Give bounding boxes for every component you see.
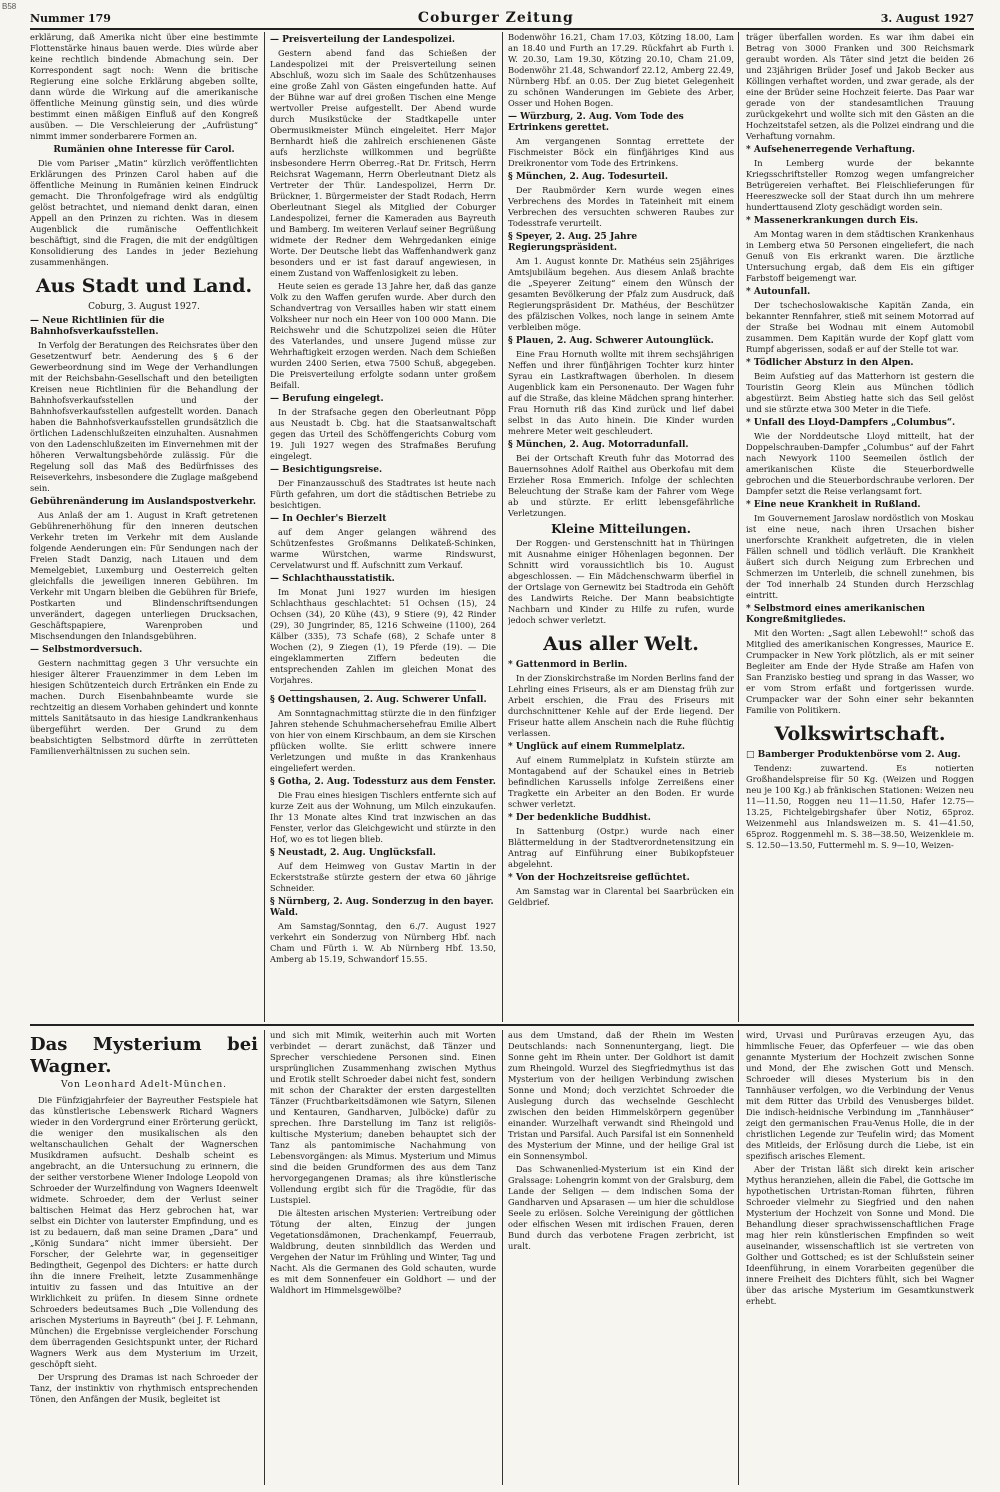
article-text: Auf einem Rummelplatz in Kufstein stürzte am Montagabend auf der Schaukel eines in Betrieb befindlichen Karussells infolge Zerreißens einer Tragkette ein Arbeiter an den Boden. Er wurde schwer verletzt. [508, 755, 734, 809]
article-text: Am Sonntagnachmittag stürzte die in den fünfziger Jahren stehende Schuhmachersehefrau Emilie Albert von hier von einem Kirschbaum, an dem sie Kirschen pflücken wollte. Sie erlitt schwere innere Verletzungen und mußte in das Krankenhaus eingeliefert werden. [270, 708, 496, 773]
column-4 [746, 32, 974, 1022]
article-heading: § Neustadt, 2. Aug. Unglücksfall. [270, 848, 436, 858]
article-text: Am vergangenen Sonntag errettete der Fischmeister Böck ein fünfjähriges Kind aus Dreikronentor vom Tode des Ertrinkens. [508, 136, 734, 168]
article-heading: * Gattenmord in Berlin. [508, 660, 628, 670]
feuilleton-title: Das Mysterium bei Wagner. [30, 1034, 258, 1077]
article-text: Aber der Tristan läßt sich direkt kein arischer Mythus heranziehen, allein die Fabel, die Gottsche im hypothetischen Urtristan-Roman führten, führen Schroeder vielmehr zu Siegfried und den nahen Mysterium der Hochzeit von Sonne und Mond. Die Behandlung dieser sprachwissenschaftlichen Frage mag hier rein künstlerischen Empfinden so weit auseinander, wissenschaftlich ist sie vertreten von Golther und Gottsched; es ist der Schlußstein seiner Ideenführung, in einem Vorarbeiten gegenüber die innere Freiheit des Dichters fühlt, sich bei Wagner über das arische Mysterium im Gesamtkunstwerk erhebt. [746, 1164, 974, 1306]
article-heading: § München, 2. Aug. Motorradunfall. [508, 440, 689, 450]
divider [290, 690, 476, 691]
article-text: Am Samstag war in Clarental bei Saarbrücken ein Geldbrief. [508, 886, 734, 907]
article-text: Der Roggen- und Gerstenschnitt hat in Thüringen mit Ausnahme einiger Höhenlagen begonnen. Der Schnitt wird voraussichtlich bis 10. August abgeschlossen. — Ein Mädchenschwarm überfiel in der Ortslage von Gernewitz bei Stadtroda ein Gehöft des Landwirts Reiche. Der Mann beabsichtigte Nachbarn und Kinder zu Hilfe zu rufen, wurde jedoch schwer verletzt. [508, 538, 734, 625]
column-3 [508, 32, 734, 1022]
article-text: wird, Urvasi und Purûravas erzeugen Ayu, das himmlische Feuer, das Opferfeuer — wie das oben genannte Mysterium der Hochzeit zwischen Sonne und Mond, der Ehe zwischen Gott und Mensch. Schroeder will dieses Mysterium bis in den Tannhäuser verfolgen, wo die Verbindung der Venus mit dem Ritter das Urbild des Venusberges bildet. Die indisch-heidnische Verbindung im „Tannhäuser“ zeigt den germanischen Frau-Venus Holle, die in der christlichen Legende zur Teufelin wird; das Moment des Mitleids, der Erlösung durch die Liebe, ist ein spezifisch arisches Element. [746, 1030, 974, 1161]
column-rule [264, 1030, 265, 1485]
column-2 [270, 32, 496, 1022]
upper-columns [30, 32, 974, 1022]
column-rule [502, 1030, 503, 1485]
section-title: Aus Stadt und Land. [35, 275, 253, 297]
article-heading: — In Oechler's Bierzelt [270, 514, 387, 524]
article-text: Eine Frau Hornuth wollte mit ihrem sechsjährigen Neffen und ihrer fünfjährigen Tochter kurz hinter Syrau ein Lastkraftwagen überholen. In diesem Augenblick kam ein Personenauto. Der Wagen fuhr auf die Straße, das kleine Mädchen sprang hinterher. Frau Hornuth riß das Kind zurück und lief dabei selbst in das Auto hinein. Die Kinder wurden mehrere Meter weit geschleudert. [508, 349, 734, 436]
article-text: Im Monat Juni 1927 wurden im hiesigen Schlachthaus geschlachtet: 51 Ochsen (15), 24 Ochsen (34), 20 Kühe (43), 9 Stiere (9), 42 Rinder (29), 30 Jungrinder, 85, 1216 Schweine (1100), 264 Kälber (335), 73 Schafe (68), 2 Schafe unter 8 Wochen (2), 9 Ziegen (1), 19 Pferde (19). — Die eingeklammerten Ziffern bedeuten die entsprechenden Zahlen im gleichen Monat des Vorjahres. [270, 587, 496, 685]
article-text: erklärung, daß Amerika nicht über eine bestimmte Flottenstärke hinaus bauen werde. Dies würde aber keine rechtlich bindende Abmachung sein. Der Korrespondent sagt noch: Wenn die britische Regierung eine solche Erklärung abgeben sollte, dann würde die Wirkung auf die amerikanische öffentliche Meinung günstig sein, und dies würde bestimmt einen mäßigen Einfluß auf den Kongreß ausüben. — Die Verschleierung der „Aufrüstung“ nimmt immer sonderbarere Formen an. [30, 32, 258, 141]
article-text: träger überfallen worden. Es war ihm dabei ein Betrag von 3000 Franken und 300 Reichsmark geraubt worden. Als Täter sind jetzt die beiden 26 und 23jährigen Brüder Josef und Jakob Becker aus Köllingen verhaftet worden, und zwar gerade, als der eine der Brüder seine Hochzeit feierte. Das Paar war gerade von der standesamtlichen Trauung zurückgekehrt und wollte sich mit den Gästen an die Hochzeitstafel setzen, als die Polizei eindrang und die Verhaftung vornahm. [746, 32, 974, 141]
issue-date: 3. August 1927 [880, 12, 974, 25]
article-text: und sich mit Mimik, weiterhin auch mit Worten verbindet — derart zunächst, daß Tänzer und Sprecher verschiedene Personen sind. Einen ursprünglichen Zusammenhang zwischen Mythus und Erotik stellt Schroeder dabei nicht fest, sondern mit schon der Charakter der ersten dargestellten Tänzer (Fruchtbarkeitsdämonen wie Satyrn, Silenen und Kentauren, Gandharven, Julböcke) dafür zu sprechen. Ihre Darstellung im Tanz ist religiös-kultische Mysterium; daneben behauptet sich der Tanz als pantomimische Nachahmung von Lebensvorgängen: als Mimus. Mysterium und Mimus sind die beiden Grundformen des aus dem Tanz hervorgegangenen Dramas; als ihre künstlerische Vollendung ergibt sich für die Tragödie, für das Lustspiel. [270, 1030, 496, 1205]
article-text: Der Ursprung des Dramas ist nach Schroeder der Tanz, der instinktiv von rhythmisch entsprechenden Tönen, den Anfängen der Musik, begleitet ist [30, 1372, 258, 1404]
article-heading: * Unfall des Lloyd-Dampfers „Columbus“. [746, 418, 956, 428]
article-heading: § Speyer, 2. Aug. 25 Jahre Regierungspräsident. [508, 232, 638, 253]
dateline: Coburg, 3. August 1927. [88, 302, 200, 312]
article-text: Am 1. August konnte Dr. Mathéus sein 25jähriges Amtsjubiläum begehen. Aus diesem Anlaß brachte die „Speyerer Zeitung“ einem den Wünsch der gesamten Bevölkerung der Pfalz zum Ausdruck, daß Regierungspräsident Dr. Mathéus, der Beschützer des pfälzischen Volkes, noch lange in seinem Amte verbleiben möge. [508, 256, 734, 332]
article-heading: — Würzburg, 2. Aug. Vom Tode des Ertrinkens gerettet. [508, 112, 684, 133]
article-heading: * Der bedenkliche Buddhist. [508, 813, 651, 823]
article-heading: * Aufsehenerregende Verhaftung. [746, 145, 916, 155]
article-text: Tendenz: zuwartend. Es notierten Großhandelspreise für 50 Kg. (Weizen und Roggen neu je 100 Kg.) ab fränkischen Stationen: Weizen neu 11—11.50, Roggen neu 11—11.50, Hafer 12.75—13.25, Fichtelgebirgshafer über Notiz, 65proz. Weizenmehl aus Inlandsweizen m. S. 41—41.50, 65proz. Roggenmehl m. S. 38—38.50, Weizenkleie m. S. 12.50—13.50, Futtermehl m. S. 9—10, Weizen- [746, 763, 974, 850]
article-text: Das Schwanenlied-Mysterium ist ein Kind der Gralssage: Lohengrin kommt von der Gralsburg, dem Lande der Seligen — dem indischen Soma der Gandharven und Apsarasen — um hier die schuldlose Seele zu erlösen. Solche Vereinigung der göttlichen oder elfischen Wesen mit irdischen Frauen, deren Bund durch das verbotene Fragen zerbricht, ist uralt. [508, 1164, 734, 1251]
article-heading: § Nürnberg, 2. Aug. Sonderzug in den bayer. Wald. [270, 897, 494, 918]
article-heading: □ Bamberger Produktenbörse vom 2. Aug. [746, 750, 961, 760]
article-text: Am Samstag/Sonntag, den 6./7. August 1927 verkehrt ein Sonderzug von Nürnberg Hbf. nach Cham und Fürth i. W. Ab Nürnberg Hbf. 13.50, Amberg ab 15.19, Schwandorf 15.55. [270, 921, 496, 964]
feuilleton-column-2 [270, 1030, 496, 1485]
article-text: Bodenwöhr 16.21, Cham 17.03, Kötzing 18.00, Lam an 18.40 und Furth an 17.29. Rückfahrt ab Furth i. W. 20.30, Lam 19.30, Kötzing 20.10, Cham 21.09, Bodenwöhr 21.48, Schwandorf 22.12, Amberg 22.49, Nürnberg Hbf. an 0.05. Der Zug bietet Gelegenheit zu schönen Wanderungen im Gebiete des Arber, Osser und Hohen Bogen. [508, 32, 734, 108]
feuilleton-byline: Von Leonhard Adelt-München. [60, 1080, 228, 1090]
article-text: In Verfolg der Beratungen des Reichsrates über den Gesetzentwurf betr. Aenderung des § 6 der Gewerbeordnung sind im Wege der Verhandlungen mit der Reichsbahn-Gesellschaft und den beteiligten Kreisen neue Richtlinien für die Behandlung der Bahnhofsverkaufsstellen und der Bahnhofsverkaufsstellen aufgestellt worden. Danach haben die Bahnhofsverkaufsstellen grundsätzlich die örtlichen Ladenschlußzeiten einzuhalten. Ausnahmen von den Ladenschlußzeiten im Einvernehmen mit der höheren Verwaltungsbehörde zulässig. Für die Regelung soll das Maß des Bedürfnisses des Reiseverkehrs, insbesondere die Zuglage maßgebend sein. [30, 340, 258, 493]
article-text: Bei der Ortschaft Kreuth fuhr das Motorrad des Bauernsohnes Adolf Raithel aus Oberkofau mit dem Erzieher Rosa Emmerich. Infolge der schlechten Beleuchtung der Straße kam der Fahrer vom Wege ab und stürzte. Er erlitt lebensgefährliche Verletzungen. [508, 453, 734, 518]
article-heading: Gebührenänderung im Auslandspostverkehr. [30, 497, 257, 507]
article-text: Auf dem Heimweg von Gustav Martin in der Eckerststraße stürzte gestern der etwa 60 jährige Schneider. [270, 861, 496, 893]
article-heading: * Tödlicher Absturz in den Alpen. [746, 358, 914, 368]
article-text: Heute seien es gerade 13 Jahre her, daß das ganze Volk zu den Waffen gerufen wurde. Aber durch den Schandvertrag von Versailles haben wir statt einem Volksheer nur noch ein Heer von 100 000 Mann. Die Reichswehr und die Schutzpolizei seien die Hüter des Vaterlandes, und unsere Jugend müsse zur Wehrhaftigkeit erzogen werden. Nach dem Schießen wurden 2400 Serien, etwa 7500 Schuß, abgegeben. Die Preisverteilung erfolgte sodann unter großem Beifall. [270, 281, 496, 390]
article-heading: — Besichtigungsreise. [270, 465, 383, 475]
article-heading: § München, 2. Aug. Todesurteil. [508, 172, 668, 182]
page-id: B58 [2, 2, 17, 11]
article-heading: * Massenerkrankungen durch Eis. [746, 216, 919, 226]
article-text: Die Frau eines hiesigen Tischlers entfernte sich auf kurze Zeit aus der Wohnung, um Milch einzukaufen. Ihr 13 Monate altes Kind trat inzwischen an das Fenster, verlor das Gleichgewicht und stürzte in den Hof, wo es tot liegen blieb. [270, 790, 496, 844]
article-text: Die Fünfzigjahrfeier der Bayreuther Festspiele hat das künstlerische Lebenswerk Richard Wagners wieder in den Vordergrund einer Erörterung gerückt, die weniger den musikalischen als den weltanschaulichen Gehalt der Wagnerschen Musikdramen aufsucht. Deshalb scheint es angebracht, an die Untersuchung zu erinnern, die der seither verstorbene Wiener Indologe Leopold von Schroeder der Wurzelfindung von Wagners Ideenwelt widmete. Schroeder, dem der Verlust seiner baltischen Heimat das Herz gebrochen hat, war selbst ein Dichter von lauterster Empfindung, und es ist zu bedauern, daß man seine Dramen „Dara“ und „König Sundara“ nicht immer übersieht. Der Forscher, der Gelehrte war, in gegenseitiger Bedingtheit, Gegenpol des Dichters: er hatte durch ihn die innere Freiheit, letzte Zusammenhänge intuitiv zu fassen und das Intuitive an der Wirklichkeit zu prüfen. In diesem Sinne ordnete Schroeders bedeutsames Buch „Die Vollendung des arischen Mysteriums in Bayreuth“ (bei J. F. Lehmann, München) die Ergebnisse vergleichender Forschung dem überragenden Gesichtspunkt unter, der Richard Wagners Werk aus dem Mysterium im Urzeit, geschöpft sieht. [30, 1095, 258, 1369]
section-title: Volkswirtschaft. [774, 723, 946, 745]
article-heading: * Eine neue Krankheit in Rußland. [746, 500, 921, 510]
article-text: Die vom Pariser „Matin“ kürzlich veröffentlichten Erklärungen des Prinzen Carol haben auf die öffentliche Meinung in Rumänien keinen Eindruck gemacht. Die Thronfolgefrage wird als endgültig gelöst betrachtet, und niemand denkt daran, einen Appell an den Prinzen zu richten. Was in diesem Augenblick die rumänische Oeffentlichkeit beschäftigt, sind die Fragen, die mit der endgültigen Konsolidierung des Landes in jeder Beziehung zusammenhängen. [30, 158, 258, 267]
article-text: Der Finanzausschuß des Stadtrates ist heute nach Fürth gefahren, um dort die städtischen Betriebe zu besichtigen. [270, 478, 496, 510]
article-text: In der Strafsache gegen den Oberleutnant Pöpp aus Neustadt b. Cbg. hat die Staatsanwaltschaft gegen das Urteil des Schöffengerichts Coburg vom 19. Juli 1927 wegen des Strafmaßes Berufung eingelegt. [270, 407, 496, 461]
issue-number: Nummer 179 [30, 12, 111, 25]
article-text: Im Gouvernement Jaroslaw nordöstlich von Moskau ist eine neue, nach ihren Ursachen bisher unerforschte Krankheit aufgetreten, die in vielen Fällen schnell und tödlich verläuft. Die Krankheit äußert sich durch Neigung zum Erbrechen und Schmerzen im Unterleib, die schnell zunehmen, bis der Tod innerhalb 24 Stunden durch Herzschlag eintritt. [746, 513, 974, 600]
article-text: Die ältesten arischen Mysterien: Vertreibung oder Tötung der alten, Einzug der jungen Vegetationsdämonen, Drachenkampf, Feuerraub, Waldbrung, deuten sinnbildlich das Werden und Vergehen der Natur im Frühling und Winter, Tag und Nacht. Als die Germanen des Gold schauten, wurde es mit dem Sonnenfeuer ein Goldhort — und der Waldhort im Himmelsgewölbe? [270, 1208, 496, 1295]
feuilleton-column-1 [30, 1030, 258, 1485]
article-heading: — Berufung eingelegt. [270, 394, 384, 404]
article-heading: — Schlachthausstatistik. [270, 574, 395, 584]
feuilleton-column-3 [508, 1030, 734, 1485]
article-heading: * Selbstmord eines amerikanischen Kongreßmitgliedes. [746, 604, 925, 625]
article-text: Der Raubmörder Kern wurde wegen eines Verbrechens des Mordes in Tateinheit mit einem Verbrechen des versuchten schweren Raubes zur Todesstrafe verurteilt. [508, 185, 734, 228]
article-heading: § Gotha, 2. Aug. Todessturz aus dem Fenster. [270, 777, 496, 787]
section-title: Kleine Mitteilungen. [551, 522, 691, 536]
article-heading: § Plauen, 2. Aug. Schwerer Autounglück. [508, 336, 714, 346]
article-text: In der Zionskirchstraße im Norden Berlins fand der Lehrling eines Friseurs, als er am Dienstag früh zur Arbeit erschien, die Frau des Friseurs mit durchschnittener Kehle auf der Erde liegend. Der Friseur hatte allem Anschein nach die Ruhe flüchtig verlassen. [508, 673, 734, 738]
article-heading: — Selbstmordversuch. [30, 645, 143, 655]
masthead [30, 6, 974, 30]
article-text: Gestern nachmittag gegen 3 Uhr versuchte ein hiesiger älterer Frauenzimmer in dem Leben im hiesigen Schützenteich durch Ertränken ein Ende zu machen. Durch Eisenbahnbeamte wurde sie rechtzeitig an diesem Vorhaben gehindert und konnte mittels Sanitätsauto in das hiesige Landkrankenhaus übergeführt werden. Der Grund zu dem beabsichtigten Selbstmord dürfte in zerrütteten Familienverhältnissen zu suchen sein. [30, 658, 258, 756]
column-1 [30, 32, 258, 1022]
article-heading: § Oettingshausen, 2. Aug. Schwerer Unfall. [270, 695, 487, 705]
article-text: In Lemberg wurde der bekannte Kriegsschriftsteller Romzog wegen umfangreicher Betrügereien verhaftet. Bei Fleischlieferungen für Heereszwecke soll der Staat durch ihn um mehrere hunderttausend Zloty geschädigt worden sein. [746, 158, 974, 212]
article-text: Wie der Norddeutsche Lloyd mitteilt, hat der Doppelschrauben-Dampfer „Columbus“ auf der Fahrt nach Newyork 1100 Seemeilen östlich der amerikanischen Küste die Steuerbordwelle gebrochen und die Steuerbordschraube verloren. Der Dampfer setzt die Reise verlangsamt fort. [746, 431, 974, 496]
article-heading: — Preisverteilung der Landespolizei. [270, 35, 455, 45]
article-text: aus dem Umstand, daß der Rhein im Westen Deutschlands: nach Sonnenuntergang, liegt. Die Sonne geht im Rhein unter. Der Goldhort ist damit zum Rheingold. Wurzel des Siegfriedmythus ist das Mysterium von der heiligen Verbindung zwischen Sonne und Mond; doch verzichtet Schroeder die Auslegung durch das wechselnde Geschlecht zwischen den beiden Himmelskörpern gegenüber einander. Wurzelhaft verwandt sind Rheingold und Tristan und Parsifal. Auch Parsifal ist ein Sonnenheld des Mysterium der Minne, und der heilige Gral ist ein Sonnensymbol. [508, 1030, 734, 1161]
article-heading: * Von der Hochzeitsreise geflüchtet. [508, 873, 690, 883]
article-text: In Sattenburg (Ostpr.) wurde nach einer Blättermeldung in der Stadtverordnetensitzung ein Antrag auf Einführung einer Bubikopfsteuer abgelehnt. [508, 826, 734, 869]
article-text: Aus Anlaß der am 1. August in Kraft getretenen Gebührenerhöhung für den inneren deutschen Verkehr treten im Verkehr mit dem Auslande folgende Aenderungen ein: Für Sendungen nach der Freien Stadt Danzig, nach Litauen und dem Memelgebiet, Luxemburg und Oesterreich gelten gleichfalls die jeweiligen inneren Gebühren. Im Verkehr mit Ungarn bleiben die Gebühren für Briefe, Postkarten und Blindenschriftsendungen unverändert, dagegen unterliegen Drucksachen, Geschäftspapiere, Warenproben und Mischsendungen den Inlandsgebühren. [30, 510, 258, 641]
article-text: Beim Aufstieg auf das Matterhorn ist gestern die Touristin Georg Klein aus München tödlich abgestürzt. Beim Abstieg hatte sich das Seil gelöst und sie stürzte etwa 300 Meter in die Tiefe. [746, 371, 974, 414]
article-text: Der tschechoslowakische Kapitän Zanda, ein bekannter Rennfahrer, stieß mit seinem Motorrad auf der Straße bei Wodnau mit einem Automobil zusammen. Dem Kapitän wurde der Kopf glatt vom Rumpf abgerissen, sodaß er auf der Stelle tot war. [746, 300, 974, 354]
feuilleton-separator [30, 1024, 974, 1026]
feuilleton-column-4 [746, 1030, 974, 1485]
newspaper-title: Coburger Zeitung [417, 10, 574, 26]
article-heading: * Autounfall. [746, 287, 811, 297]
column-rule [738, 1030, 739, 1485]
article-heading: Rumänien ohne Interesse für Carol. [53, 145, 235, 155]
article-text: auf dem Anger gelangen während des Schützenfestes Großmanns Delikateß-Schinken, warme Würstchen, warme Rindswurst, Cervelatwurst und ff. Aufschnitt zum Verkauf. [270, 527, 496, 570]
section-title: Aus aller Welt. [543, 633, 699, 655]
article-text: Mit den Worten: „Sagt allen Lebewohl!“ schoß das Mitglied des amerikanischen Kongresses, Maurice E. Crumpacker in New York plötzlich, als er mit seiner Begleiter am Ende der Hyde Straße am Hafen von San Franzisko bestieg und sprang in das Wasser, wo er vom Strom erfaßt und fortgerissen wurde. Crumpacker war der Sohn einer sehr bekannten Familie von Politikern. [746, 628, 974, 715]
article-heading: — Neue Richtlinien für die Bahnhofsverkaufsstellen. [30, 316, 165, 337]
article-text: Gestern abend fand das Schießen der Landespolizei mit der Preisverteilung seinen Abschluß, wozu sich im Saale des Schützenhauses eine große Zahl von Gästen eingefunden hatte. Auf der Bühne war auf drei großen Tischen eine Menge wertvoller Preise aufgestellt. Der Abend wurde durch Musikstücke der Stadtkapelle unter Obermusikmeister Münch eingeleitet. Herr Major Bernhardt hieß die zahlreich erschienenen Gäste aufs herzlichste willkommen und begrüßte insbesondere Herrn Oberreg.-Rat Dr. Fritsch, Herrn Reichsrat Wagemann, Herrn Oberleutnant Dietz als Vertreter der Thür. Landespolizei, Herrn Dr. Brückner, 1. Bürgermeister der Stadt Rodach, Herrn Oberleutnant Siegel als Mitglied der Coburger Landespolizei, ferner die Kameraden aus Bayreuth und Bamberg. Im weiteren Verlauf seiner Begrüßung widmete der Redner dem Wehrgedanken einige Worte. Der Deutsche liebt das Waffenhandwerk ganz besonders und er ist fast darauf angewiesen, in einem Zustand von Waffenlosigkeit zu leben. [270, 48, 496, 278]
article-heading: * Unglück auf einem Rummelplatz. [508, 742, 685, 752]
article-text: Am Montag waren in dem städtischen Krankenhaus in Lemberg etwa 50 Personen eingeliefert, die nach Genuß von Eis erkrankt waren. Die ärztliche Untersuchung ergab, daß dem Eis ein giftiger Farbstoff beigemengt war. [746, 229, 974, 283]
